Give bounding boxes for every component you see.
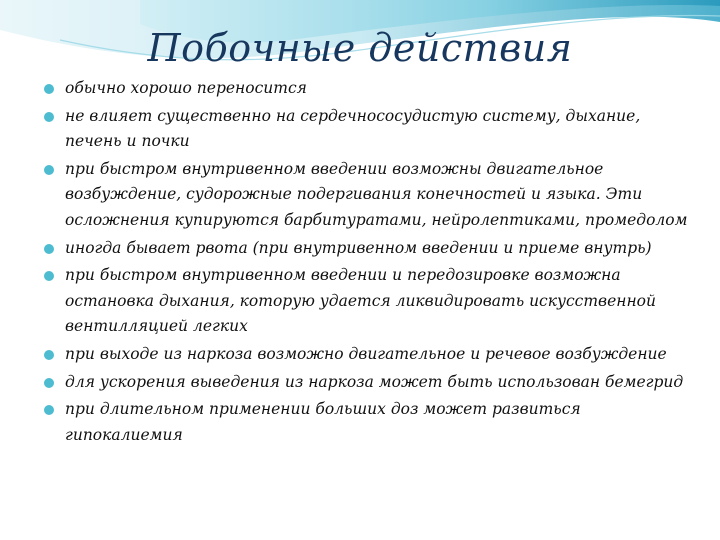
list-item bbox=[44, 342, 694, 368]
bullet-dot-icon bbox=[44, 271, 54, 281]
bullet-list bbox=[44, 76, 694, 450]
bullet-text: обычно хорошо переносится bbox=[65, 79, 307, 97]
bullet-text: при длительном применении больших доз может развиться гипокалиемия bbox=[65, 400, 581, 444]
bullet-dot-icon bbox=[44, 244, 54, 254]
slide-title: Побочные действия bbox=[147, 26, 573, 70]
bullet-dot-icon bbox=[44, 84, 54, 94]
list-item bbox=[44, 76, 694, 102]
bullet-dot-icon bbox=[44, 165, 54, 175]
list-item bbox=[44, 397, 694, 448]
bullet-text: иногда бывает рвота (при внутривенном введении и приеме внутрь) bbox=[65, 238, 652, 257]
bullet-text: для ускорения выведения из наркоза может быть использован бемегрид bbox=[65, 372, 684, 391]
list-item bbox=[44, 236, 694, 262]
list-item bbox=[44, 157, 694, 234]
bullet-dot-icon bbox=[44, 112, 54, 122]
bullet-text: при быстром внутривенном введении возможны двигательное возбуждение, судорожные подергивания конечностей и языка. Эти осложнения купируются барбитуратами, нейролептиками, промедолом bbox=[65, 159, 688, 229]
bullet-dot-icon bbox=[44, 350, 54, 360]
bullet-dot-icon bbox=[44, 378, 54, 388]
bullet-text: не влияет существенно на сердечнососудистую систему, дыхание, печень и почки bbox=[65, 106, 641, 151]
bullet-dot-icon bbox=[44, 405, 54, 415]
list-item bbox=[44, 370, 694, 396]
bullet-text: при быстром внутривенном введении и передозировке возможна остановка дыхания, которую удается ликвидировать искусственной вентилляцией легких bbox=[65, 266, 656, 336]
bullet-text: при выходе из наркоза возможно двигательное и речевое возбуждение bbox=[65, 344, 667, 363]
list-item bbox=[44, 263, 694, 340]
list-item bbox=[44, 104, 694, 155]
